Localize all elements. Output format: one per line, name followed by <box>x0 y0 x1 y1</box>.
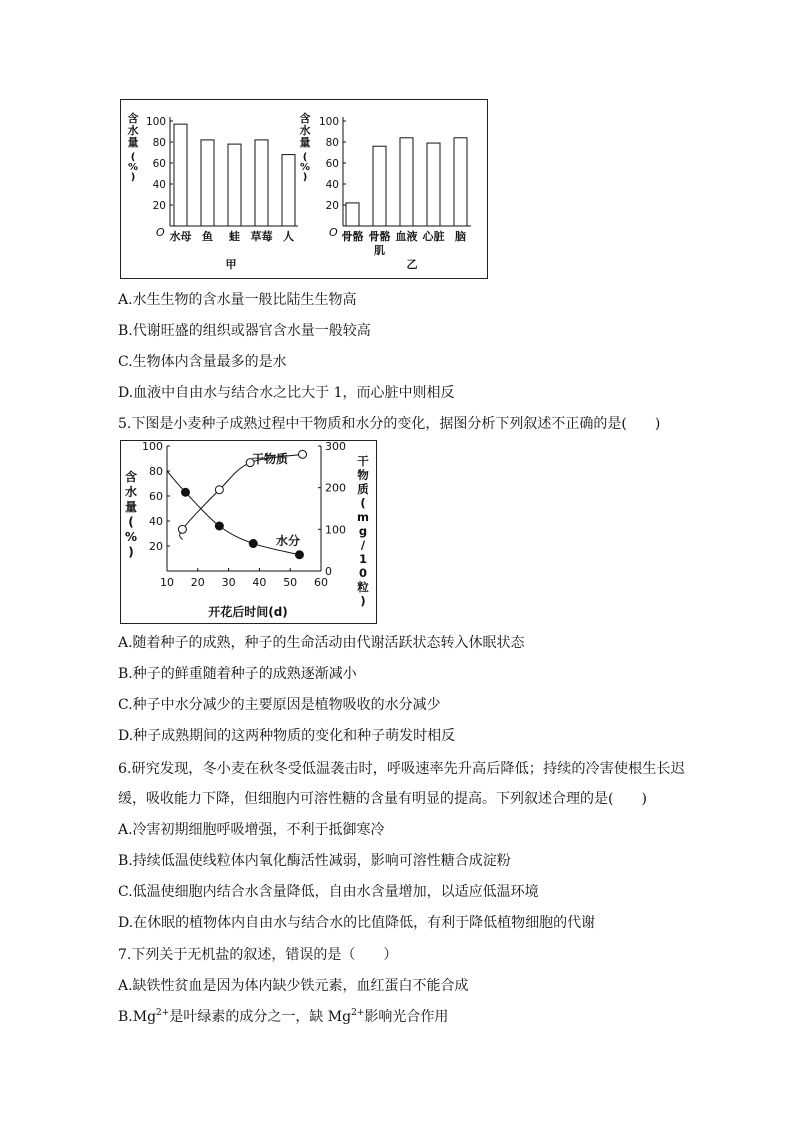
right-y-axis-label: 物 <box>357 468 369 482</box>
option-6a: A.冷害初期细胞呼吸增强，不利于抵御寒冷 <box>118 822 385 838</box>
y-tick-label: 60 <box>325 158 339 170</box>
option-5a: A.随着种子的成熟，种子的生命活动由代谢活跃状态转入休眠状态 <box>118 635 525 651</box>
right-y-tick-label: 300 <box>325 441 346 453</box>
option-6b: B.持续低温使线粒体内氧化酶活性减弱，影响可溶性糖合成淀粉 <box>118 853 511 869</box>
y-axis-label: % <box>127 162 139 173</box>
bar-charts-svg <box>121 100 487 278</box>
left-y-axis-label: 量 <box>124 500 138 514</box>
y-tick-label: 80 <box>152 137 166 149</box>
water-data-point <box>249 540 257 548</box>
category-label: 人 <box>283 230 294 243</box>
bar <box>282 155 295 226</box>
right-y-axis-label: 干 <box>357 454 369 468</box>
x-tick-label: 60 <box>314 576 328 589</box>
y-tick-label: 20 <box>152 200 166 212</box>
category-label-wrap: 肌 <box>374 244 385 257</box>
option-7b <box>118 1007 448 1027</box>
bar <box>201 140 214 226</box>
bar <box>255 140 268 226</box>
y-axis-label: 量 <box>299 136 311 149</box>
y-axis-label: 含 <box>299 112 311 125</box>
water-data-point <box>181 488 189 496</box>
water-data-point <box>215 522 223 530</box>
y-axis-label: 水 <box>127 124 139 137</box>
right-y-axis-label: ( <box>360 496 366 510</box>
y-axis-label: ) <box>130 172 136 183</box>
y-axis-label: ) <box>302 172 308 183</box>
right-y-tick-label: 100 <box>325 523 346 537</box>
y-axis-label: 含 <box>127 112 139 125</box>
option-5c: C.种子中水分减少的主要原因是植物吸收的水分减少 <box>118 697 441 713</box>
right-y-axis-label: 1 <box>358 552 368 566</box>
right-y-axis-label: ) <box>360 594 366 608</box>
bar <box>427 143 440 226</box>
category-label: 蛙 <box>229 230 240 243</box>
x-tick-label: 50 <box>283 576 298 589</box>
question-6-stem-line2: 缓，吸收能力下降，但细胞内可溶性糖的含量有明显的提高。下列叙述合理的是( ) <box>118 791 647 807</box>
left-y-tick-label: 60 <box>149 490 163 503</box>
water-data-point <box>295 551 303 559</box>
left-y-axis-label: 水 <box>124 485 138 499</box>
left-y-axis-label: % <box>124 530 138 544</box>
question-7-stem: 7.下列关于无机盐的叙述，错误的是（ ） <box>118 947 398 963</box>
y-tick-label: 60 <box>152 158 166 170</box>
dry-matter-data-point <box>215 486 223 494</box>
option-7b-part2: 是叶绿素的成分之一，缺 Mg <box>169 1009 352 1025</box>
left-y-tick-label: 100 <box>142 441 163 453</box>
option-4a: A.水生生物的含水量一般比陆生生物高 <box>118 292 357 308</box>
dry-matter-data-point <box>299 450 307 458</box>
y-axis-label: % <box>299 162 311 173</box>
category-label: 水母 <box>169 230 192 243</box>
origin-label: O <box>329 226 338 239</box>
y-axis-label: ( <box>302 152 308 163</box>
option-7b-part1: B.Mg <box>118 1009 157 1025</box>
bar <box>174 124 187 226</box>
mg-charge-superscript-1: 2+ <box>156 1008 170 1018</box>
right-y-axis-label: 0 <box>358 566 368 580</box>
y-tick-label: 40 <box>152 179 166 191</box>
option-4c: C.生物体内含量最多的是水 <box>118 354 287 370</box>
option-7a: A.缺铁性贫血是因为体内缺少铁元素，血红蛋白不能合成 <box>118 978 469 994</box>
bar <box>346 203 359 226</box>
water-content-bar-charts <box>120 99 488 279</box>
left-y-axis-label: 含 <box>124 470 138 484</box>
seed-maturation-line-chart <box>120 440 377 624</box>
bar <box>400 138 413 226</box>
left-y-tick-label: 80 <box>149 465 163 478</box>
category-label: 血液 <box>395 230 418 243</box>
x-tick-label: 10 <box>160 576 174 589</box>
bar <box>454 138 467 226</box>
x-axis-label: 开花后时间(d) <box>208 605 288 619</box>
left-y-tick-label: 20 <box>149 540 163 553</box>
right-y-tick-label: 0 <box>325 565 332 578</box>
chart-caption: 乙 <box>406 258 418 271</box>
option-5b: B.种子的鲜重随着种子的成熟逐渐减小 <box>118 666 357 682</box>
category-label: 脑 <box>455 230 466 243</box>
option-6d: D.在休眠的植物体内自由水与结合水的比值降低，有利于降低植物细胞的代谢 <box>118 915 596 931</box>
option-6c: C.低温使细胞内结合水含量降低，自由水含量增加，以适应低温环境 <box>118 884 539 900</box>
y-axis-label: 水 <box>299 124 311 137</box>
series-line <box>180 454 303 539</box>
left-y-tick-label: 40 <box>149 515 163 528</box>
y-tick-label: 20 <box>325 200 339 212</box>
right-y-axis-label: 质 <box>357 482 369 496</box>
option-4b: B.代谢旺盛的组织或器官含水量一般较高 <box>118 323 371 339</box>
right-y-axis-label: m <box>357 510 369 524</box>
mg-charge-superscript-2: 2+ <box>351 1008 365 1018</box>
bar <box>373 146 386 226</box>
x-tick-label: 40 <box>252 576 267 589</box>
option-4d: D.血液中自由水与结合水之比大于 1，而心脏中则相反 <box>118 385 455 401</box>
series-label-water: 水分 <box>275 534 301 548</box>
category-label: 骨骼 <box>341 230 364 243</box>
question-5-stem: 5.下图是小麦种子成熟过程中干物质和水分的变化，据图分析下列叙述不正确的是( ) <box>118 416 661 432</box>
category-label: 心脏 <box>422 230 445 243</box>
y-axis-label: ( <box>130 152 136 163</box>
origin-label: O <box>156 226 165 239</box>
right-y-tick-label: 200 <box>325 481 346 495</box>
y-tick-label: 40 <box>325 179 339 191</box>
right-y-axis-label: g <box>358 524 368 538</box>
chart-caption: 甲 <box>225 258 237 271</box>
x-tick-label: 20 <box>190 576 205 589</box>
option-7b-part3: 影响光合作用 <box>364 1009 449 1025</box>
y-tick-label: 80 <box>325 137 339 149</box>
bar <box>228 144 241 226</box>
option-5d: D.种子成熟期间的这两种物质的变化和种子萌发时相反 <box>118 728 456 744</box>
question-6-stem-line1: 6.研究发现，冬小麦在秋冬受低温袭击时，呼吸速率先升高后降低；持续的冷害使根生长迟 <box>118 761 685 777</box>
series-label-dry-matter: 干物质 <box>251 452 289 466</box>
right-y-axis-label: / <box>360 538 366 552</box>
x-tick-label: 30 <box>221 576 236 589</box>
y-axis-label: 量 <box>127 136 139 149</box>
left-y-axis-label: ( <box>128 515 134 529</box>
right-y-axis-label: 粒 <box>357 580 369 594</box>
category-label: 骨骼 <box>368 230 391 243</box>
y-tick-label: 100 <box>318 116 339 128</box>
y-tick-label: 100 <box>145 116 166 128</box>
category-label: 草莓 <box>250 230 273 243</box>
category-label: 鱼 <box>202 230 213 243</box>
dry-matter-data-point <box>178 525 186 533</box>
line-chart-svg <box>121 441 376 623</box>
left-y-axis-label: ) <box>128 545 134 559</box>
